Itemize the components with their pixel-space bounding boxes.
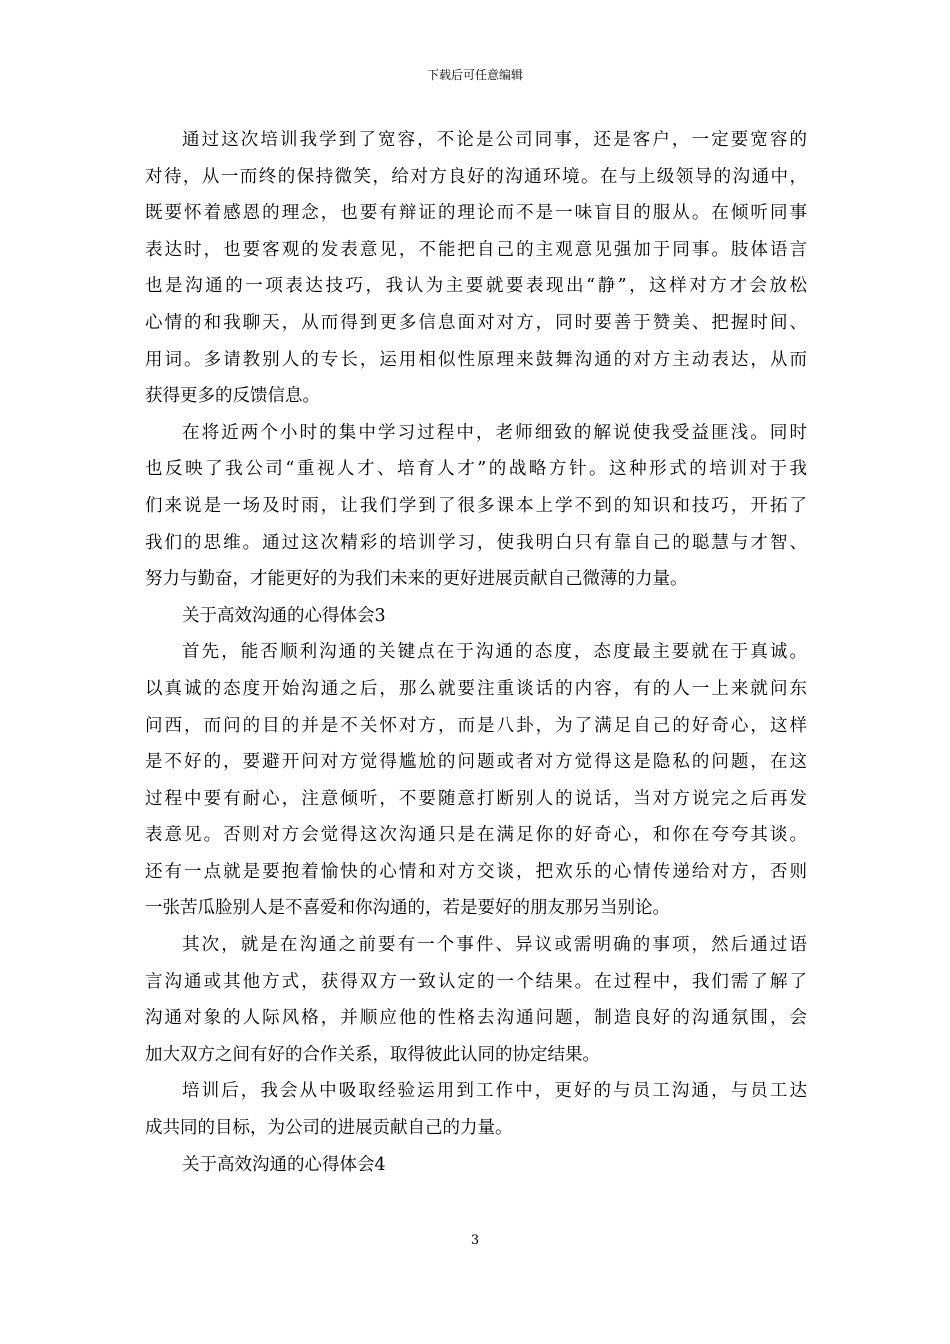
- paragraph: [145, 1147, 807, 1184]
- page-header: [0, 67, 950, 83]
- text-line: 沟通对象的人际风格，并顺应他的性格去沟通问题，制造良好的沟通氛围，会: [145, 1008, 807, 1029]
- text-line: 成共同的目标，为公司的进展贡献自己的力量。: [145, 1118, 513, 1139]
- text-line: 关于高效沟通的心得体会4: [182, 1154, 386, 1175]
- text-line: 还有一点就是要抱着愉快的心情和对方交谈，把欢乐的心情传递给对方，否则: [145, 861, 807, 882]
- text-line: 也是沟通的一项表达技巧，我认为主要就要表现出“静”，这样对方才会放松: [145, 276, 807, 297]
- text-line: 表意见。否则对方会觉得这次沟通只是在满足你的好奇心，和你在夸夸其谈。: [145, 825, 807, 846]
- text-line: 表达时，也要客观的发表意见，不能把自己的主观意见强加于同事。肢体语言: [145, 239, 807, 260]
- paragraph: [145, 927, 807, 1073]
- paragraph: [145, 122, 807, 415]
- header-text: 下载后可任意编辑: [426, 68, 523, 82]
- text-line: 言沟通或其他方式，获得双方一致认定的一个结果。在过程中，我们需了解了: [145, 971, 807, 992]
- text-line: 我们的思维。通过这次精彩的培训学习，使我明白只有靠自己的聪慧与才智、: [145, 532, 807, 553]
- document-body: [145, 122, 807, 1183]
- text-line: 问西，而问的目的并是不关怀对方，而是八卦，为了满足自己的好奇心，这样: [145, 715, 807, 736]
- text-line: 在将近两个小时的集中学习过程中，老师细致的解说使我受益匪浅。同时: [182, 422, 807, 443]
- text-line: 一张苦瓜脸别人是不喜爱和你沟通的，若是要好的朋友那另当别论。: [145, 898, 670, 919]
- paragraph: [145, 598, 807, 635]
- text-line: 过程中要有耐心，注意倾听，不要随意打断别人的说话，当对方说完之后再发: [145, 788, 807, 809]
- text-line: 加大双方之间有好的合作关系，取得彼此认同的协定结果。: [145, 1044, 600, 1065]
- text-line: 心情的和我聊天，从而得到更多信息面对对方，同时要善于赞美、把握时间、: [145, 312, 807, 333]
- text-line: 对待，从一而终的保持微笑，给对方良好的沟通环境。在与上级领导的沟通中，: [145, 166, 807, 187]
- paragraph: [145, 415, 807, 598]
- page-number: 3: [470, 1233, 480, 1248]
- text-line: 以真诚的态度开始沟通之后，那么就要注重谈话的内容，有的人一上来就问东: [145, 678, 807, 699]
- text-line: 既要怀着感恩的理念，也要有辩证的理论而不是一味盲目的服从。在倾听同事: [145, 203, 807, 224]
- text-line: 获得更多的反馈信息。: [145, 386, 320, 407]
- text-line: 其次，就是在沟通之前要有一个事件、异议或需明确的事项，然后通过语: [182, 935, 807, 956]
- text-line: 通过这次培训我学到了宽容，不论是公司同事，还是客户，一定要宽容的: [182, 130, 807, 150]
- text-line: 也反映了我公司“重视人才、培育人才”的战略方针。这种形式的培训对于我: [145, 459, 807, 480]
- page-footer: [0, 1233, 950, 1249]
- text-line: 用词。多请教别人的专长，运用相似性原理来鼓舞沟通的对方主动表达，从而: [145, 349, 807, 370]
- paragraph: [145, 1073, 807, 1146]
- paragraph: [145, 634, 807, 927]
- text-line: 们来说是一场及时雨，让我们学到了很多课本上学不到的知识和技巧，开拓了: [145, 495, 807, 516]
- text-line: 是不好的，要避开问对方觉得尴尬的问题或者对方觉得这是隐私的问题，在这: [145, 752, 807, 773]
- text-line: 首先，能否顺利沟通的关键点在于沟通的态度，态度最主要就在于真诚。: [182, 642, 807, 663]
- text-line: 关于高效沟通的心得体会3: [182, 605, 386, 626]
- text-line: 努力与勤奋，才能更好的为我们未来的更好进展贡献自己微薄的力量。: [145, 569, 688, 590]
- text-line: 培训后，我会从中吸取经验运用到工作中，更好的与员工沟通，与员工达: [182, 1081, 807, 1102]
